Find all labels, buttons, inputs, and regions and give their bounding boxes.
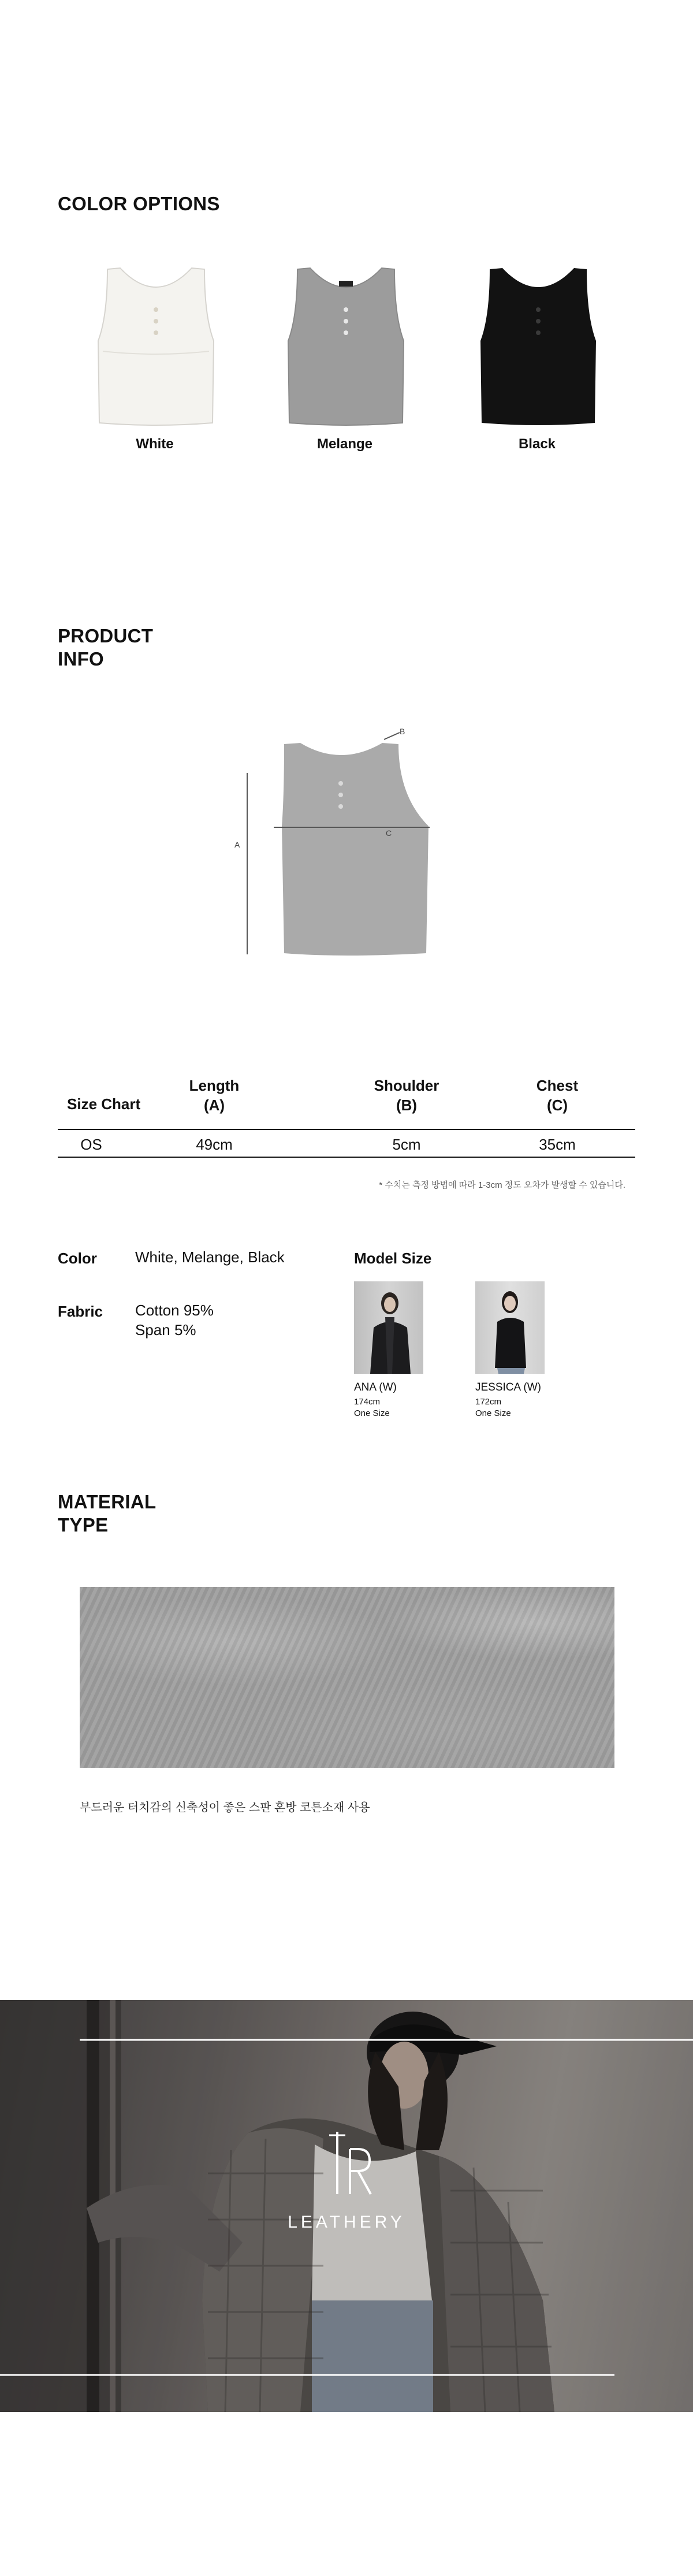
size-diagram <box>231 727 462 958</box>
swatch-label-white: White <box>136 436 174 452</box>
product-info-title: PRODUCT INFO <box>58 625 154 670</box>
brand-banner-image <box>0 2000 693 2412</box>
table-top-rule <box>58 1129 635 1130</box>
swatch-label-melange: Melange <box>316 436 373 452</box>
color-value: White, Melange, Black <box>135 1248 285 1266</box>
model-size-label: Model Size <box>354 1250 432 1267</box>
row-length: 49cm <box>196 1136 233 1153</box>
row-shoulder: 5cm <box>392 1136 421 1153</box>
model-fit-jessica: One Size <box>475 1408 511 1418</box>
row-chest: 35cm <box>539 1136 576 1153</box>
material-description: 부드러운 터치감의 신축성이 좋은 스판 혼방 코튼소재 사용 <box>80 1801 370 1814</box>
row-size: OS <box>80 1136 102 1153</box>
measure-label-b: B <box>400 727 405 736</box>
tank-top-black-image <box>479 265 597 426</box>
header-shoulder: Shoulder (B) <box>374 1077 439 1114</box>
brand-logo-mark <box>312 2132 381 2195</box>
model-photo-jessica <box>475 1281 545 1374</box>
color-label: Color <box>58 1250 97 1267</box>
tank-top-white-image <box>97 265 215 426</box>
tank-top-melange-image <box>287 265 405 426</box>
brand-name: LEATHERY <box>288 2213 405 2232</box>
model-fit-ana: One Size <box>354 1408 390 1418</box>
model-name-ana: ANA (W) <box>354 1381 397 1393</box>
fabric-label: Fabric <box>58 1303 103 1320</box>
header-length: Length (A) <box>189 1077 240 1114</box>
measure-label-c: C <box>386 828 392 838</box>
swatch-label-black: Black <box>518 436 556 452</box>
fabric-value: Cotton 95% Span 5% <box>135 1302 214 1339</box>
measure-label-a: A <box>234 840 240 849</box>
table-bottom-rule <box>58 1157 635 1158</box>
size-chart-corner: Size Chart <box>67 1095 141 1113</box>
material-type-title: MATERIAL TYPE <box>58 1491 157 1536</box>
header-chest: Chest (C) <box>536 1077 579 1114</box>
model-name-jessica: JESSICA (W) <box>475 1381 542 1393</box>
size-chart-note: * 수치는 측정 방법에 따라 1-3cm 정도 오차가 발생할 수 있습니다. <box>379 1180 625 1190</box>
model-photo-ana <box>354 1281 423 1374</box>
model-height-ana: 174cm <box>354 1397 381 1407</box>
table-row <box>58 1133 635 1157</box>
model-height-jessica: 172cm <box>475 1397 502 1407</box>
color-options-title: COLOR OPTIONS <box>58 193 220 214</box>
fabric-texture-image <box>80 1587 614 1768</box>
